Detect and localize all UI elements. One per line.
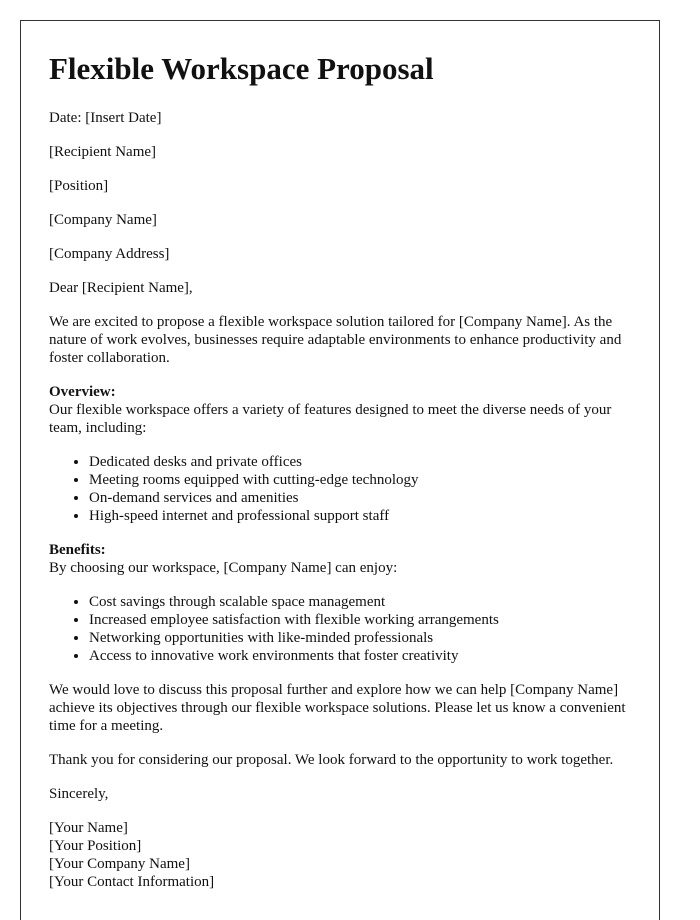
recipient-company-address: [Company Address] (49, 246, 170, 262)
letter-page (20, 20, 660, 920)
benefits-heading: Benefits: (49, 542, 106, 558)
list-item: • Access to innovative work environments that foster creativity (89, 647, 631, 665)
overview-section (49, 383, 631, 437)
signature-position: [Your Position] (49, 838, 142, 854)
benefits-text: By choosing our workspace, [Company Name] can enjoy: (49, 560, 398, 576)
date-line: Date: [Insert Date] (49, 110, 162, 126)
benefits-section (49, 541, 631, 577)
list-item: • Meeting rooms equipped with cutting-edge technology (89, 471, 631, 489)
thanks-paragraph: Thank you for considering our proposal. We look forward to the opportunity to work together. (49, 752, 614, 768)
overview-text: Our flexible workspace offers a variety of features designed to meet the diverse needs of your team, including: (49, 402, 612, 436)
overview-heading: Overview: (49, 384, 116, 400)
list-item: • Increased employee satisfaction with flexible working arrangements (89, 611, 631, 629)
recipient-position: [Position] (49, 178, 109, 194)
signature-name: [Your Name] (49, 820, 128, 836)
intro-paragraph: We are excited to propose a flexible workspace solution tailored for [Company Name]. As the nature of work evolves, businesses require adaptable environments to enhance productivity and foster collaboration. (49, 314, 622, 366)
signature-block (49, 819, 631, 891)
closing: Sincerely, (49, 786, 109, 802)
list-item: • On-demand services and amenities (89, 489, 631, 507)
discussion-paragraph: We would love to discuss this proposal further and explore how we can help [Company Name] achieve its objectives through our flexible workspace solutions. Please let us know a convenient time for a meeting. (49, 682, 626, 734)
benefits-list (49, 593, 631, 665)
signature-contact: [Your Contact Information] (49, 874, 215, 890)
list-item: • Networking opportunities with like-minded professionals (89, 629, 631, 647)
list-item: • High-speed internet and professional support staff (89, 507, 631, 525)
page-title: Flexible Workspace Proposal (49, 51, 434, 86)
signature-company: [Your Company Name] (49, 856, 190, 872)
list-item: • Cost savings through scalable space management (89, 593, 631, 611)
list-item: • Dedicated desks and private offices (89, 453, 631, 471)
recipient-company-name: [Company Name] (49, 212, 157, 228)
overview-list (49, 453, 631, 525)
recipient-name: [Recipient Name] (49, 144, 157, 160)
salutation: Dear [Recipient Name], (49, 280, 193, 296)
